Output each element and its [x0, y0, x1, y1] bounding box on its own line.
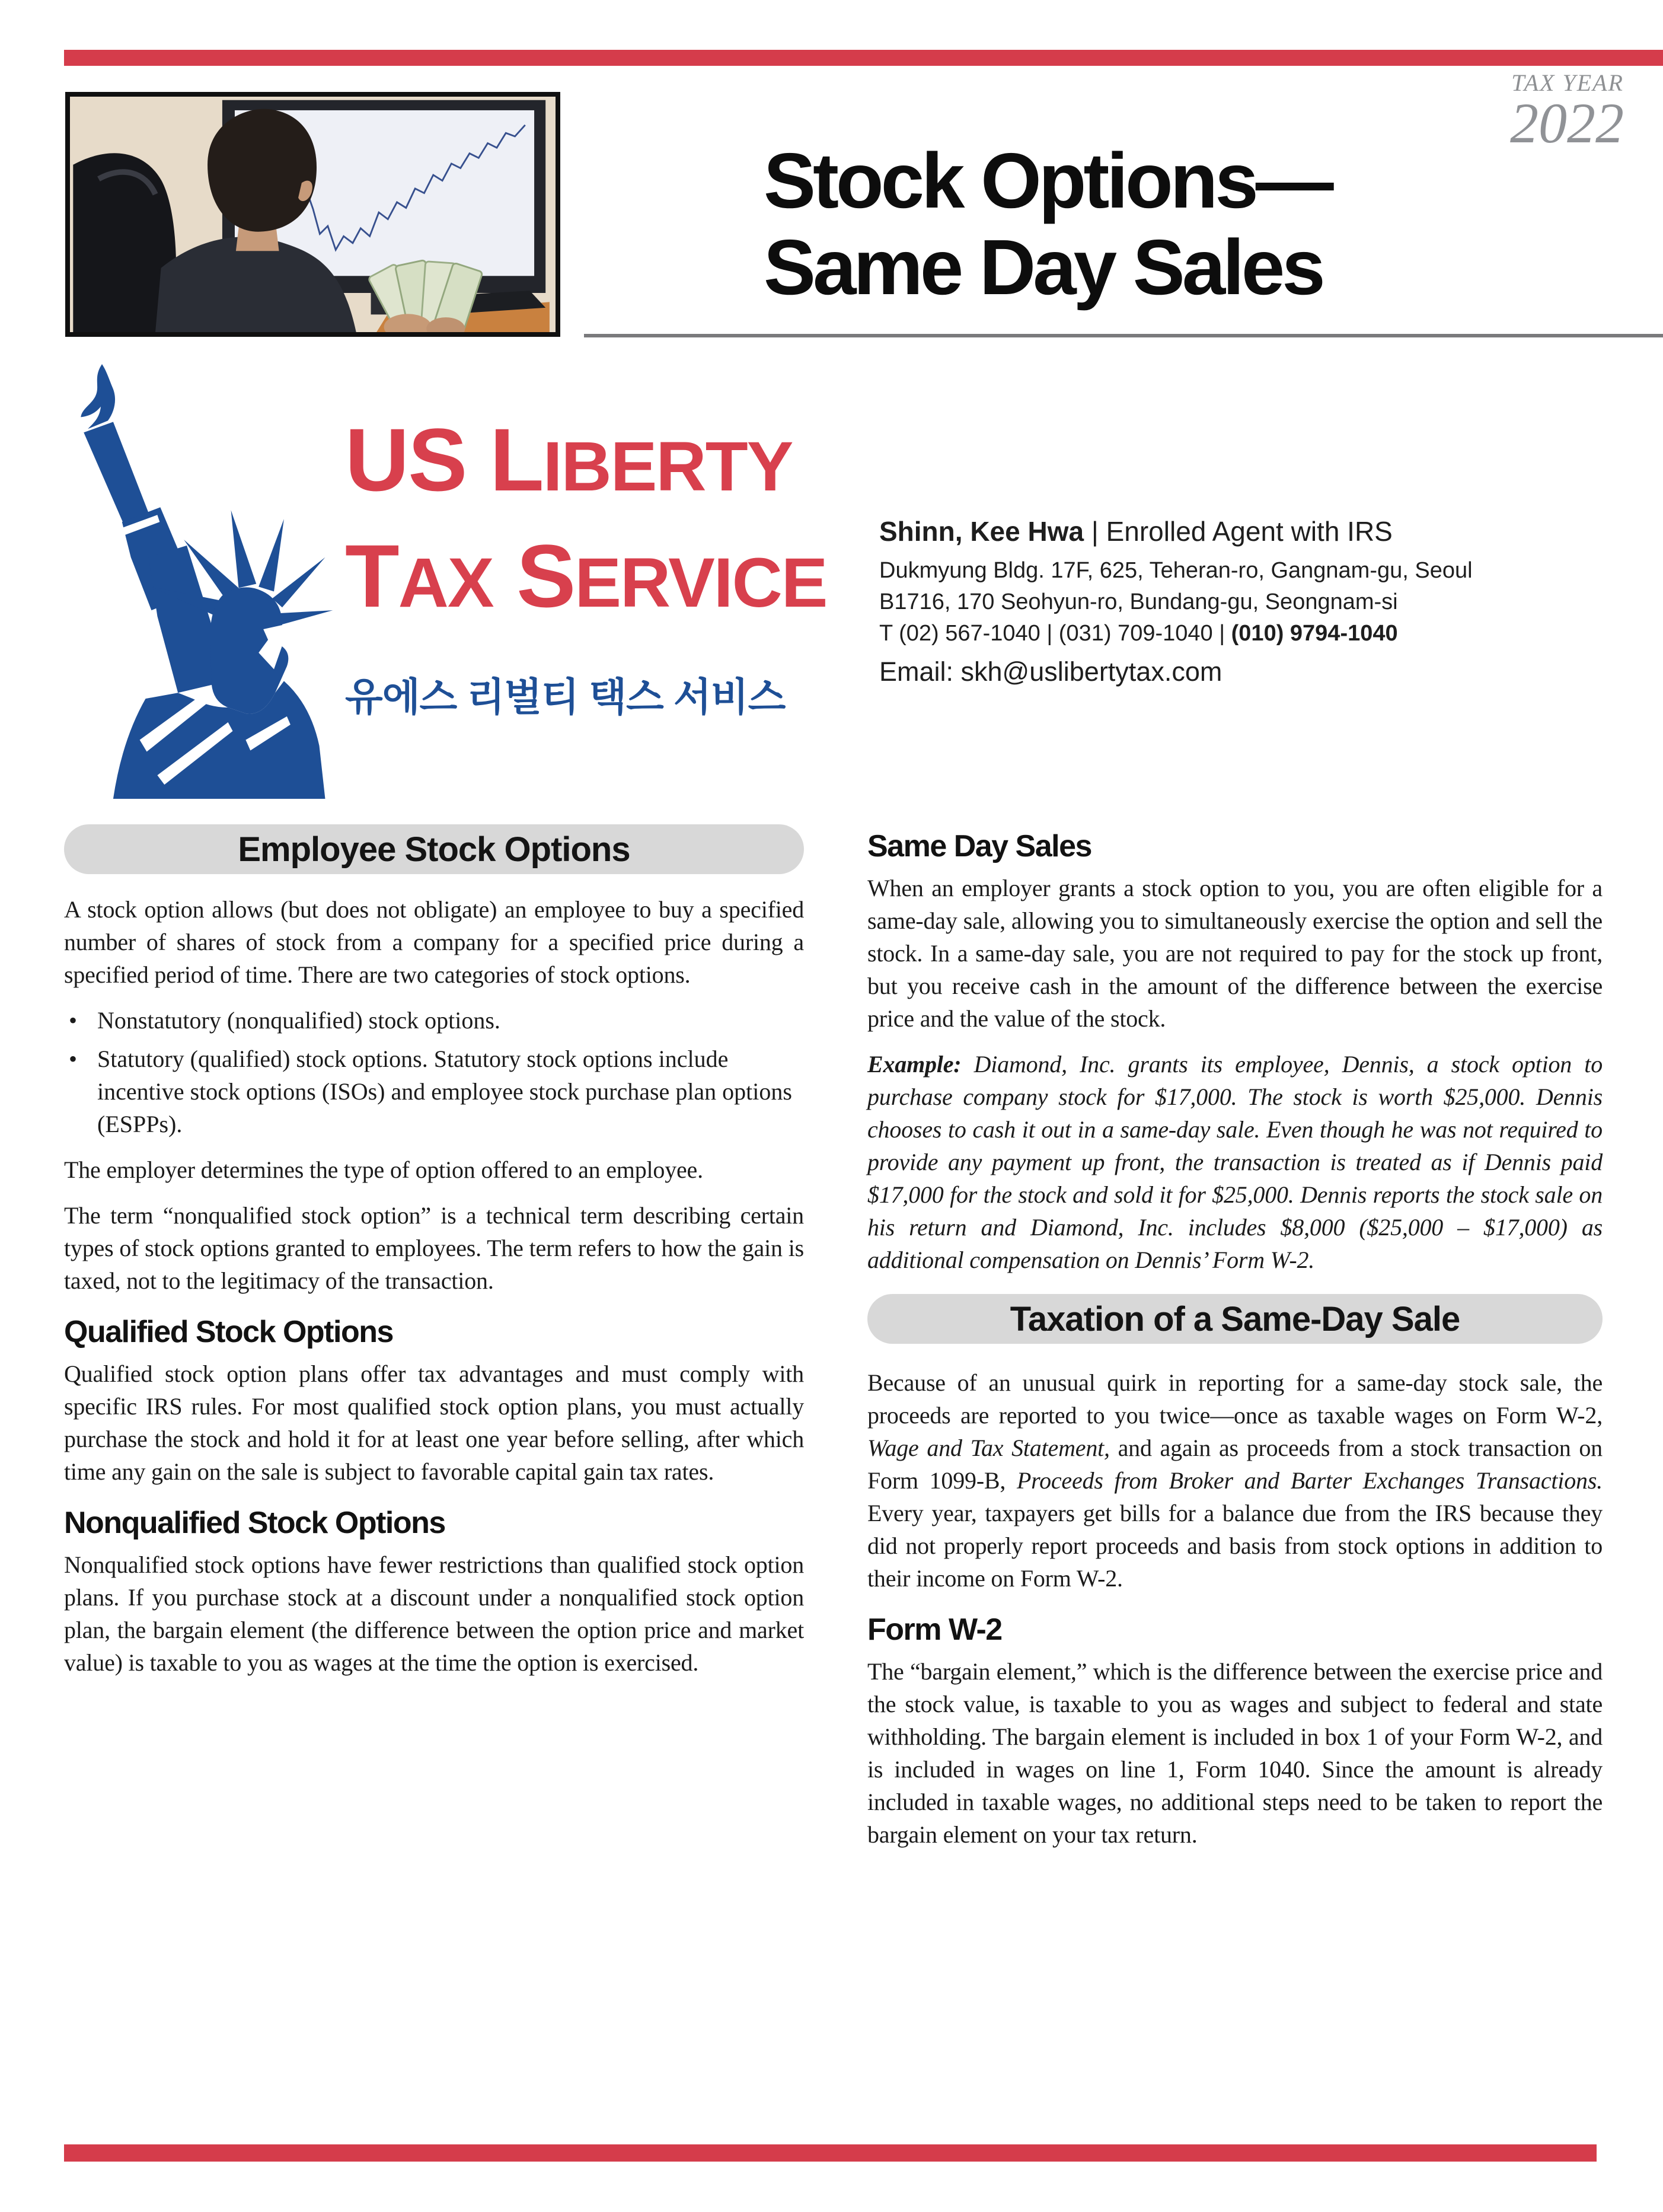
- contact-address-2: B1716, 170 Seohyun-ro, Bundang-gu, Seongnam-si: [879, 589, 1398, 614]
- logo-word-us: US: [345, 410, 467, 509]
- heading-qualified-stock-options: Qualified Stock Options: [64, 1315, 393, 1349]
- heading-nonqualified-stock-options: Nonqualified Stock Options: [64, 1506, 445, 1540]
- right-column: [867, 824, 1603, 1864]
- same-day-sales-paragraph: When an employer grants a stock option to you, you are often eligible for a same-day sale, allowing you to simultaneously exercise the option and sell the stock. In a same-day sale, you are not required to pay for the stock up front, but you receive cash in the amount of the difference between the exercise price and the value of the stock.: [867, 875, 1603, 1032]
- logo-word-ax: AX: [398, 544, 493, 622]
- employee-stock-options-intro: A stock option allows (but does not obligate) an employee to buy a specified number of shares of stock from a company for a specified price during a specified period of time. There are two categories of stock options.: [64, 896, 804, 988]
- logo-wordmark: [345, 410, 827, 719]
- stock-option-categories-list: [64, 1004, 804, 1140]
- top-accent-bar: [64, 50, 1663, 66]
- example-paragraph: Example: Diamond, Inc. grants its employee, Dennis, a stock option to purchase company stock for $17,000. The stock is worth $25,000. Dennis chooses to cash it out in a same-day sale. Even though he was not required to provide any payment up front, the transaction is treated as if Dennis paid $17,000 for the stock and sold it for $25,000. Dennis reports the stock sale on his return and Diamond, Inc. includes $8,000 ($25,000 – $17,000) as additional compensation on Dennis’ Form W-2.: [867, 1051, 1603, 1273]
- list-item-text: Statutory (qualified) stock options. Statutory stock options include incentive stock options (ISOs) and employee stock purchase plan options (ESPPs).: [97, 1046, 792, 1137]
- logo-letter-t: T: [345, 526, 398, 626]
- logo-line-us-liberty: [345, 410, 827, 509]
- contact-email: Email: skh@uslibertytax.com: [879, 656, 1222, 687]
- logo-word-ervice: ERVICE: [574, 544, 827, 622]
- section-header-employee-stock-options: Employee Stock Options: [64, 824, 804, 874]
- title-line-2: Same Day Sales: [764, 224, 1323, 311]
- contact-name: Shinn, Kee Hwa | Enrolled Agent with IRS: [879, 516, 1393, 547]
- list-item-text: Nonstatutory (nonqualified) stock options.: [97, 1007, 500, 1034]
- logo-korean-name: 유에스 리벌티 택스 서비스: [345, 675, 786, 719]
- tax-year-block: [1510, 69, 1624, 155]
- statue-of-liberty-icon: [50, 363, 335, 799]
- contact-phone: T (02) 567-1040 | (031) 709-1040 | (010) 9794-1040: [879, 621, 1398, 646]
- tax-year-value: 2022: [1510, 91, 1624, 155]
- title-line-1: Stock Options—: [764, 137, 1331, 224]
- logo-line-tax-service: [345, 526, 827, 626]
- header-divider-line: [584, 334, 1663, 337]
- taxation-paragraph: Because of an unusual quirk in reporting for a same-day stock sale, the proceeds are reported to you twice—once as taxable wages on Form W-2, Wage and Tax Statement, and again as proceeds from a stock transaction on Form 1099-B, Proceeds from Broker and Barter Exchanges Transactions. Every year, taxpayers get bills for a balance due from the IRS because they did not properly report proceeds and basis from stock options in addition to their income on Form W-2.: [867, 1369, 1603, 1592]
- logo-letter-s: S: [516, 526, 575, 626]
- nonqualified-stock-options-paragraph: Nonqualified stock options have fewer restrictions than qualified stock option plans. If you purchase stock at a discount under a nonqualified stock option plan, the bargain element (the difference between the option price and market value) is taxable to you as wages at the time the option is exercised.: [64, 1551, 804, 1676]
- nonqualified-term-paragraph: The term “nonqualified stock option” is a technical term describing certain types of stock options granted to employees. The term refers to how the gain is taxed, not to the legitimacy of the transaction.: [64, 1202, 804, 1294]
- logo-word-iberty: IBERTY: [542, 428, 793, 506]
- left-column: [64, 824, 804, 1692]
- bullet-icon: •: [69, 1046, 78, 1072]
- logo-letter-l: L: [490, 410, 543, 509]
- employer-determines-paragraph: The employer determines the type of option offered to an employee.: [64, 1156, 703, 1183]
- header-photo: [65, 92, 560, 337]
- bottom-accent-bar: [64, 2144, 1597, 2162]
- heading-same-day-sales: Same Day Sales: [867, 829, 1091, 863]
- tax-year-label: TAX YEAR: [1511, 69, 1624, 96]
- page-title: [764, 138, 1331, 311]
- contact-address-1: Dukmyung Bldg. 17F, 625, Teheran-ro, Gangnam-gu, Seoul: [879, 558, 1473, 583]
- form-w2-paragraph: The “bargain element,” which is the difference between the exercise price and the stock value, is taxable to you as wages and subject to federal and state withholding. The bargain element is included in box 1 of your Form W-2, and is included in wages on line 1, Form 1040. Since the amount is already included in taxable wages, no additional steps need to be taken to report the bargain element on your tax return.: [867, 1658, 1603, 1848]
- list-item: [64, 1004, 804, 1037]
- heading-form-w2: Form W-2: [867, 1612, 1002, 1647]
- bullet-icon: •: [69, 1007, 78, 1034]
- section-header-taxation-same-day-sale: Taxation of a Same-Day Sale: [867, 1294, 1603, 1344]
- businessman-stock-chart-illustration: [70, 97, 556, 332]
- contact-block: [879, 515, 1473, 690]
- list-item: [64, 1043, 804, 1140]
- qualified-stock-options-paragraph: Qualified stock option plans offer tax advantages and must comply with specific IRS rules. For most qualified stock option plans, you must actually purchase the stock and hold it for at least one year before selling, after which time any gain on the sale is subject to favorable capital gain tax rates.: [64, 1360, 804, 1485]
